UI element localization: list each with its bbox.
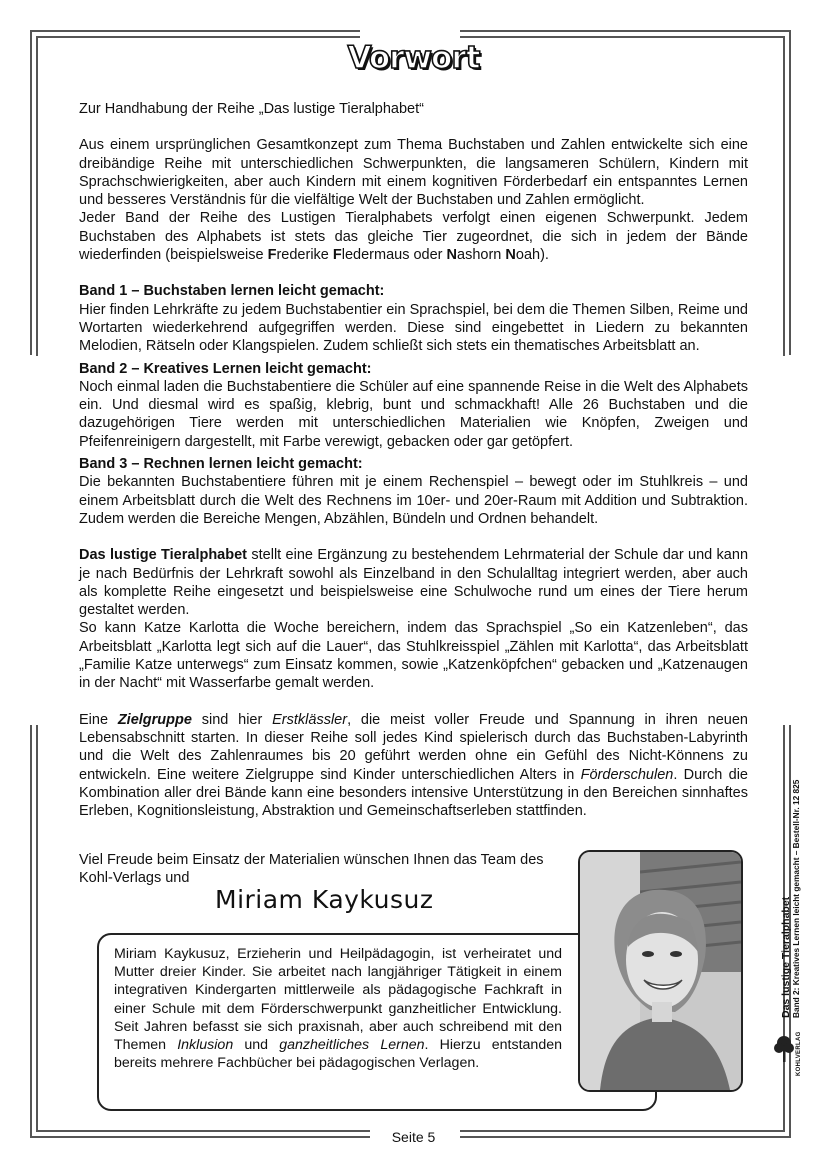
band-2-text: Noch einmal laden die Buchstabentiere die Schüler auf eine spannende Reise in die Welt des Alphabets ein. Und diesmal wird es spaßig, klebrig, bunt und schmackhaft! Alle 26 Buchstaben und die dazugehörigen Tiere werden mit unterschiedlichen Materialien wie Knöpfen, Zweigen und Pfeifenreinigern dargestellt, mit Farbe verewigt, gebacken oder gar getöpfert.	[79, 378, 748, 450]
frame-line-top-right-horizontal	[460, 30, 791, 32]
series-text: stellt eine Ergänzung zu bestehendem Lehrmaterial der Schule dar und kann je nach Bedürfnis der Lehrkraft sowohl als Einzelband in den Schulalltag integriert werden, aber auch als komplette Reihe eingesetzt und beispielsweise eine Schulwoche rund um eines der Tiere herum gestaltet werden.	[79, 547, 749, 619]
example-letter: F	[267, 247, 277, 264]
page-title: Vorwort	[347, 40, 480, 76]
frame-line-top-horizontal	[30, 30, 360, 32]
bio-text: . Hierzu entstanden bereits mehrere Fachbücher bei pädagogischen Verlagen.	[114, 1037, 562, 1072]
frame-line-top-right-inner	[783, 36, 785, 356]
author-photo	[578, 850, 743, 1092]
bio-text: und	[233, 1037, 280, 1054]
intro-text-2: Jeder Band der Reihe des Lustigen Tieralphabets verfolgt einen eigenen Schwerpunkt. Jedem Buchstaben des Alphabets ist stets das gleiche Tier zugeordnet, die sich in jedem der Bände wiederfinden (beispielsweise	[79, 210, 748, 264]
target-keyword: Zielgruppe	[117, 711, 192, 728]
band-1-heading: Band 1 – Buchstaben lernen leicht gemacht:	[79, 283, 385, 300]
band-2-heading: Band 2 – Kreatives Lernen leicht gemacht:	[79, 360, 372, 377]
sidebar-series-title: Das lustige Tieralphabet	[780, 896, 792, 1018]
example-text: oah).	[515, 247, 549, 264]
intro-text-1: Aus einem ursprünglichen Gesamtkonzept zum Thema Buchstaben und Zahlen entwickelte sich eine dreibändige Reihe mit unterschiedlichen Schwerpunkten, die langsameren Schülern, Kindern mit Sprachschwierigkeiten, aber auch Kindern mit einem kognitiven Förderbedarf ein entspanntes Lernen und besseres Verständnis für die vielfältige Welt der Buchstaben und Zahlen ermöglicht.	[79, 137, 748, 209]
example-text: ledermaus oder	[341, 247, 447, 264]
series-name: Das lustige Tieralphabet	[79, 547, 248, 564]
sidebar-label	[770, 770, 820, 1110]
frame-line-top-right	[789, 30, 791, 355]
publisher-tree-icon	[774, 1034, 794, 1064]
frame-line-top-horizontal-inner	[36, 36, 360, 38]
frame-line-top-left	[30, 30, 32, 355]
target-paragraph	[79, 711, 748, 821]
author-portrait	[580, 852, 741, 1090]
frame-line-top-right-horizontal-inner	[460, 36, 785, 38]
closing-text: Viel Freude beim Einsatz der Materialien wünschen Ihnen das Team des Kohl-Verlags und	[79, 852, 544, 887]
page-number: Seite 5	[391, 1129, 436, 1145]
bio-keyword: Inklusion	[177, 1037, 234, 1054]
example-letter: F	[332, 247, 342, 264]
target-text: . Durch die Kombination aller drei Bände kann eine besonders intensive Unterstützung in den Bereichen sinnhaftes Erleben, Kognitionsleistung, Abstraktion und Gemeinschaftserleben stattfinden.	[79, 766, 748, 820]
example-text: ashorn	[457, 247, 506, 264]
band-1-text: Hier finden Lehrkräfte zu jedem Buchstabentier ein Sprachspiel, bei dem die Themen Silben, Reime und Wortarten wiederkehrend aufgegriffen werden. Diese sind eingebettet in Liedern zu bekannten Melodien, Rätseln oder Klangspielen. Zudem schließt sich stets ein thematisches Arbeitsblatt an.	[79, 301, 748, 355]
frame-line-bottom-left-inner	[36, 725, 38, 1131]
sidebar-volume-info: Band 2: Kreatives Lernen leicht gemacht – Bestell-Nr. 12 825	[791, 779, 801, 1018]
publisher-logo: KOHLVERLAG	[796, 1031, 802, 1076]
bio-keyword: ganzheitliches Lernen	[279, 1037, 425, 1054]
frame-line-bottom-left	[30, 725, 32, 1137]
example-letter: N	[446, 247, 458, 264]
band-3-heading: Band 3 – Rechnen lernen leicht gemacht:	[79, 456, 363, 473]
main-content	[79, 100, 748, 820]
bio-text: Miriam Kaykusuz, Erzieherin und Heilpädagogin, ist verheiratet und Mutter dreier Kinder. Sie arbeitet nach langjähriger Tätigkeit in einem integrativen Kindergarten mittlerweile als pädagogische Fachkraft in einer Schule mit dem Förderschwerpunkt ganzheitlicher Entwicklung. Seit Jahren befasst sie sich praxisnah, aber auch schreibend mit den Themen	[114, 946, 562, 1054]
frame-line-top-left-inner	[36, 36, 38, 356]
intro-paragraph	[79, 136, 748, 264]
example-letter: N	[505, 247, 516, 264]
target-text: , die meist voller Freude und Spannung in ihren neuen Lebensabschnitt starten. In dieser Reihe soll jedes Kind spielerisch durch das Buchstaben-Labyrinth und die Welt des Zahlenraumes bis 20 geführt werden ohne ein Gefühl des Nicht-Könnens zu entwickeln. Eine weitere Zielgruppe sind Kinder unterschiedlichen Alters in	[79, 711, 748, 783]
example-text: rederike	[276, 247, 333, 264]
target-keyword: Förderschulen	[580, 766, 674, 783]
target-text: Eine	[79, 711, 118, 728]
target-keyword: Erstklässler	[272, 711, 348, 728]
series-example: So kann Katze Karlotta die Woche bereichern, indem das Sprachspiel „So ein Katzenleben“, das Arbeitsblatt „Karlotta legt sich auf die Lauer“, das Stuhlkreisspiel „Zählen mit Karlotta“, das Arbeitsblatt „Familie Katze unterwegs“ zum Einsatz kommen, sowie „Katzenköpfchen“ gebacken und „Katzenaugen in der Nacht“ mit Wasserfarbe gemalt werden.	[79, 620, 748, 692]
band-3-text: Die bekannten Buchstabentiere führen mit je einem Rechenspiel – bewegt oder im Stuhlkreis – und einem Arbeitsblatt durch die Welt des Rechnens im 10er- und 20er-Raum mit Addition und Subtraktion. Zudem werden die Bereiche Mengen, Abzählen, Bündeln und Ordnen behandelt.	[79, 474, 748, 527]
series-paragraph	[79, 546, 748, 692]
author-signature: Miriam Kaykusuz	[215, 885, 434, 914]
author-bio	[114, 945, 562, 1072]
intro-heading: Zur Handhabung der Reihe „Das lustige Tieralphabet“	[79, 101, 424, 117]
target-text: sind hier	[191, 711, 273, 728]
